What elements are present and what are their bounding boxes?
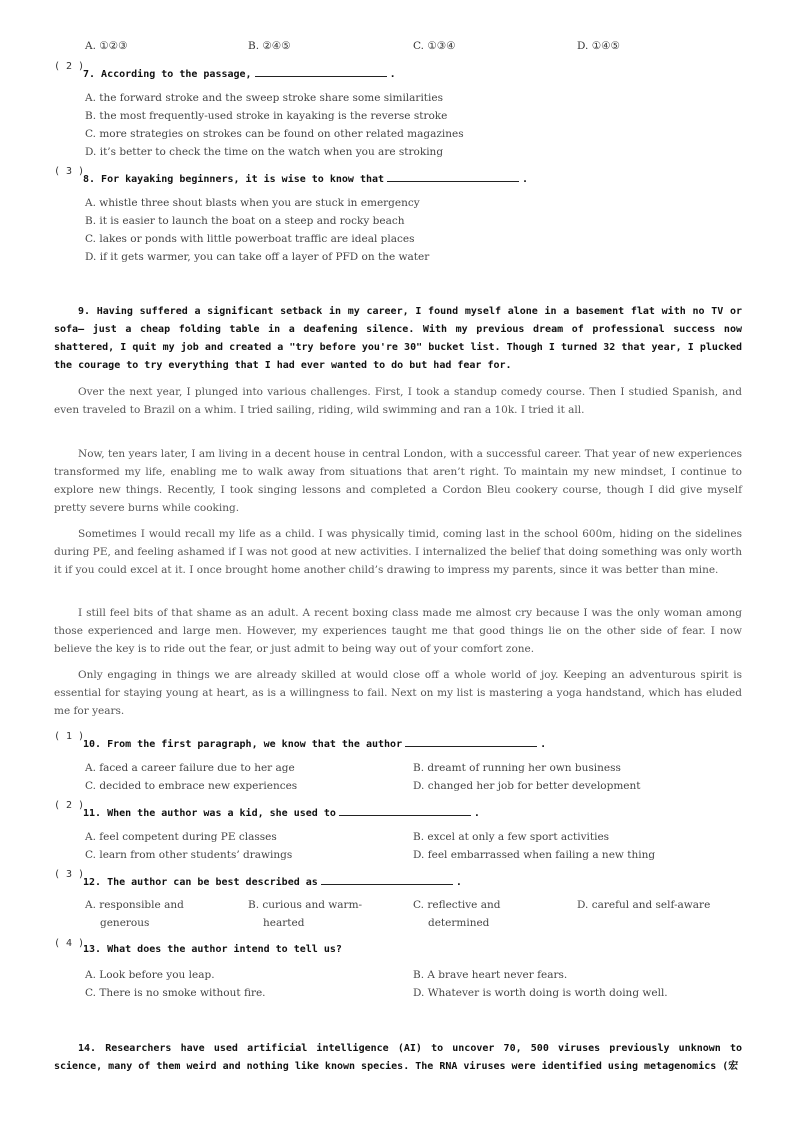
question-text: 7. According to the passage, xyxy=(83,69,252,80)
question-end: . xyxy=(540,739,547,750)
question-number: ( 4 ) xyxy=(54,938,85,949)
question-7-stem xyxy=(83,67,396,80)
q12-option-c[interactable] xyxy=(413,896,543,932)
question-end: . xyxy=(455,877,462,888)
question-number: ( 2 ) xyxy=(54,800,85,811)
passage-14-intro: 14. Researchers have used artificial intelligence (AI) to uncover 70, 500 viruses previously unknown to science, many of them weird and nothing like known species. The RNA viruses were identified using metagenomics (宏 xyxy=(54,1043,742,1072)
answer-blank[interactable] xyxy=(255,67,387,77)
question-end: . xyxy=(473,808,480,819)
q11-option-d[interactable]: D. feel embarrassed when failing a new thing xyxy=(413,849,656,861)
q13-option-a[interactable]: A. Look before you leap. xyxy=(85,969,215,981)
q8-option-c[interactable]: C. lakes or ponds with little powerboat traffic are ideal places xyxy=(85,233,415,245)
answer-blank[interactable] xyxy=(387,172,519,182)
answer-blank[interactable] xyxy=(321,875,453,885)
option-line: D. careful and self-aware xyxy=(577,899,711,911)
question-13-stem: 13. What does the author intend to tell us? xyxy=(83,944,342,955)
question-11-stem xyxy=(83,806,480,819)
option-a[interactable]: A. ①②③ xyxy=(85,40,128,52)
option-line: hearted xyxy=(263,917,305,929)
question-number: ( 3 ) xyxy=(54,869,85,880)
question-number: ( 3 ) xyxy=(54,166,85,177)
q7-option-c[interactable]: C. more strategies on strokes can be found on other related magazines xyxy=(85,128,464,140)
question-number: ( 2 ) xyxy=(54,61,85,72)
passage-9-intro: 9. Having suffered a significant setback in my career, I found myself alone in a basement flat with no TV or sofa— just a cheap folding table in a deafening silence. With my previous dream of professional success now shattered, I quit my job and created a "try before you're 30" bucket list. Though I turned 32 that year, I plucked the courage to try everything that I had ever wanted to do but had fear for. xyxy=(54,306,742,371)
question-8-stem xyxy=(83,172,528,185)
q8-option-d[interactable]: D. if it gets warmer, you can take off a layer of PFD on the water xyxy=(85,251,430,263)
passage-paragraph: Now, ten years later, I am living in a decent house in central London, with a successful career. That year of new experiences transformed my life, enabling me to walk away from situations that aren’t right. To maintain my new mindset, I continue to explore new things. Recently, I took singing lessons and completed a Cordon Bleu cookery course, though I did give myself pretty severe burns while cooking. xyxy=(54,448,742,514)
q10-option-b[interactable]: B. dreamt of running her own business xyxy=(413,762,621,774)
question-12-stem xyxy=(83,875,462,888)
answer-blank[interactable] xyxy=(339,806,471,816)
q12-option-a[interactable] xyxy=(85,896,215,932)
q12-option-b[interactable] xyxy=(248,896,378,932)
q11-option-c[interactable]: C. learn from other students’ drawings xyxy=(85,849,293,861)
question-text: 8. For kayaking beginners, it is wise to know that xyxy=(83,174,385,185)
question-text: 12. The author can be best described as xyxy=(83,877,318,888)
q11-option-a[interactable]: A. feel competent during PE classes xyxy=(85,831,277,843)
q7-option-a[interactable]: A. the forward stroke and the sweep stroke share some similarities xyxy=(85,92,443,104)
option-b[interactable]: B. ②④⑤ xyxy=(248,40,291,52)
q7-option-d[interactable]: D. it’s better to check the time on the watch when you are stroking xyxy=(85,146,444,158)
question-text: 10. From the first paragraph, we know that the author xyxy=(83,739,403,750)
passage-paragraph: I still feel bits of that shame as an adult. A recent boxing class made me almost cry because I was the only woman among those experienced and large men. However, my experiences taught me that good things lie on the other side of fear. I now believe the key is to ride out the fear, or just admit to being way out of your comfort zone. xyxy=(54,607,742,655)
q8-option-b[interactable]: B. it is easier to launch the boat on a steep and rocky beach xyxy=(85,215,405,227)
option-line: B. curious and warm- xyxy=(248,899,363,911)
q10-option-c[interactable]: C. decided to embrace new experiences xyxy=(85,780,298,792)
question-text: 11. When the author was a kid, she used to xyxy=(83,808,336,819)
passage-paragraph: Sometimes I would recall my life as a child. I was physically timid, coming last in the school 600m, hiding on the sidelines during PE, and feeling ashamed if I was not good at new activities. I internalized the belief that doing something was only worth it if you could excel at it. I once brought home another child’s drawing to impress my parents, since it was better than mine. xyxy=(54,528,742,576)
option-c[interactable]: C. ①③④ xyxy=(413,40,456,52)
option-line: A. responsible and xyxy=(85,899,184,911)
question-number: ( 1 ) xyxy=(54,731,85,742)
question-end: . xyxy=(389,69,396,80)
option-line: C. reflective and xyxy=(413,899,501,911)
option-d[interactable]: D. ①④⑤ xyxy=(577,40,620,52)
passage-paragraph: Over the next year, I plunged into various challenges. First, I took a standup comedy course. Then I studied Spanish, and even traveled to Brazil on a whim. I tried sailing, riding, wild swimming and ran a 10k. I tried it all. xyxy=(54,386,742,416)
q10-option-a[interactable]: A. faced a career failure due to her age xyxy=(85,762,295,774)
q13-option-d[interactable]: D. Whatever is worth doing is worth doing well. xyxy=(413,987,668,999)
option-line: determined xyxy=(428,917,490,929)
answer-blank[interactable] xyxy=(405,737,537,747)
question-10-stem xyxy=(83,737,546,750)
q13-option-b[interactable]: B. A brave heart never fears. xyxy=(413,969,568,981)
q13-option-c[interactable]: C. There is no smoke without fire. xyxy=(85,987,266,999)
q11-option-b[interactable]: B. excel at only a few sport activities xyxy=(413,831,610,843)
q7-option-b[interactable]: B. the most frequently-used stroke in kayaking is the reverse stroke xyxy=(85,110,448,122)
question-end: . xyxy=(522,174,529,185)
passage-paragraph: Only engaging in things we are already skilled at would close off a whole world of joy. Keeping an adventurous spirit is essential for staying young at heart, as is a willingness to fail. Next on my list is mastering a yoga handstand, which has eluded me for years. xyxy=(54,669,742,717)
q8-option-a[interactable]: A. whistle three shout blasts when you are stuck in emergency xyxy=(85,197,420,209)
option-line: generous xyxy=(100,917,150,929)
q10-option-d[interactable]: D. changed her job for better development xyxy=(413,780,641,792)
q12-option-d[interactable] xyxy=(577,896,742,914)
